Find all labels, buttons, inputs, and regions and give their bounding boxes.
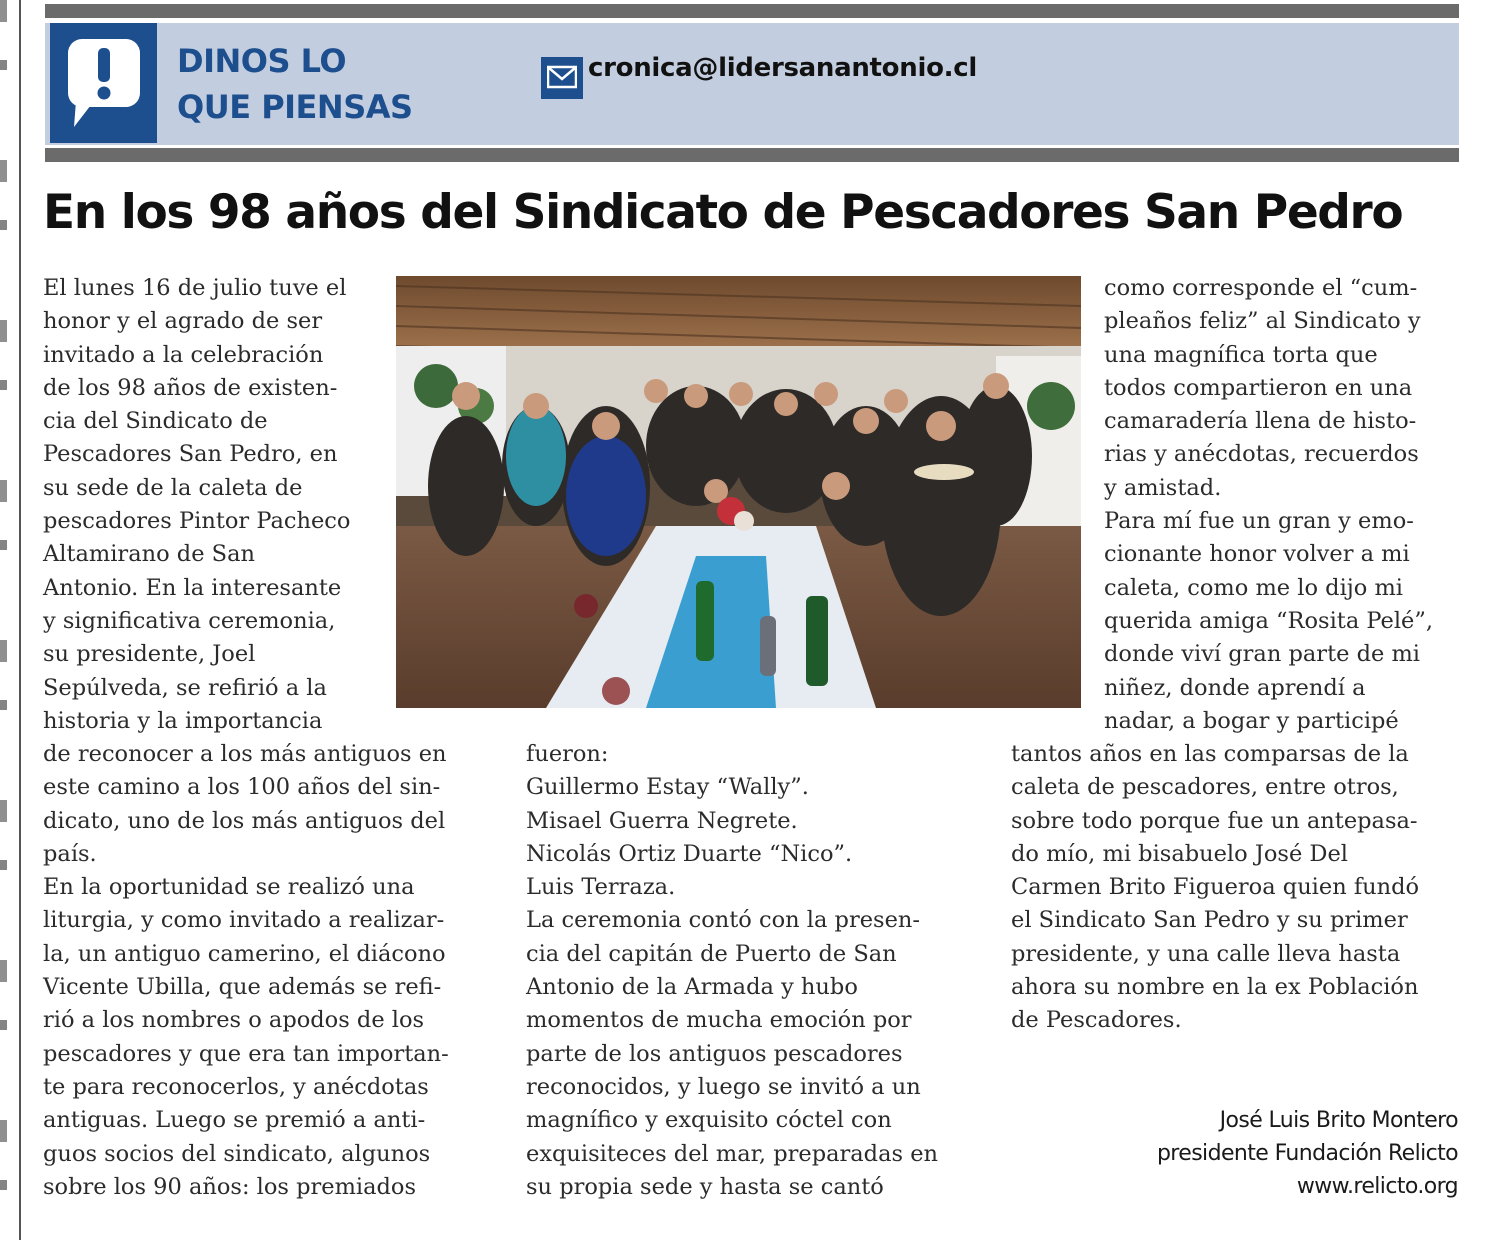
article-line: ahora su nombre en la ex Población <box>1011 974 1419 1001</box>
article-line: querida amiga “Rosita Pelé”, <box>1104 607 1433 634</box>
article-line: liturgia, y como invitado a realizar- <box>43 907 445 934</box>
article-line: antiguas. Luego se premió a anti- <box>43 1107 426 1134</box>
article-line: Sepúlveda, se refirió a la <box>43 674 327 701</box>
article-line: dicato, uno de los más antiguos del <box>43 807 446 834</box>
article-line: sobre los 90 años: los premiados <box>43 1173 417 1200</box>
article-column-1-bottom <box>43 738 449 1204</box>
article-line: magnífico y exquisito cóctel con <box>526 1107 892 1134</box>
adjacent-page-edge <box>0 0 7 1240</box>
article-line: rias y anécdotas, recuerdos <box>1104 441 1419 468</box>
article-column-2 <box>526 738 938 1204</box>
article-line: pleaños feliz” al Sindicato y <box>1104 308 1421 335</box>
signature-name: José Luis Brito Montero <box>1219 1108 1458 1133</box>
article-line: Guillermo Estay “Wally”. <box>526 774 809 801</box>
article-line: pescadores Pintor Pacheco <box>43 508 351 535</box>
article-column-3-top <box>1104 272 1433 738</box>
article-line: fueron: <box>526 741 609 767</box>
article-line: presidente, y una calle lleva hasta <box>1011 940 1401 967</box>
article-line: reconocidos, y luego se invitó a un <box>526 1073 921 1100</box>
article-line: Antonio de la Armada y hubo <box>526 974 858 1001</box>
article-line: Antonio. En la interesante <box>43 574 342 601</box>
article-line: su presidente, Joel <box>43 641 256 668</box>
envelope-icon <box>541 57 583 99</box>
article-line: parte de los antiguos pescadores <box>526 1040 903 1067</box>
article-line: invitado a la celebración <box>43 341 324 368</box>
article-column-3-bottom <box>1011 738 1419 1038</box>
article-line: cia del Sindicato de <box>43 408 268 435</box>
article-line: rió a los nombres o apodos de los <box>43 1007 425 1034</box>
article-line: donde viví gran parte de mi <box>1104 641 1420 668</box>
article-line: te para reconocerlos, y anécdotas <box>43 1073 429 1100</box>
article-line: la, un antiguo camerino, el diácono <box>43 940 446 967</box>
signature-role: presidente Fundación Relicto <box>1156 1141 1458 1166</box>
article-line: nadar, a bogar y participé <box>1104 707 1399 734</box>
article-line: su sede de la caleta de <box>43 474 303 501</box>
article-line: una magnífica torta que <box>1104 341 1378 368</box>
article-line: cia del capitán de Puerto de San <box>526 940 897 967</box>
signature <box>1157 1104 1458 1203</box>
article-line: cionante honor volver a mi <box>1104 541 1410 568</box>
article-line: país. <box>43 840 97 867</box>
article-line: y amistad. <box>1104 474 1222 501</box>
article-line: tantos años en las comparsas de la <box>1011 741 1409 767</box>
article-line: este camino a los 100 años del sin- <box>43 774 441 801</box>
article-headline: En los 98 años del Sindicato de Pescadores San Pedro <box>43 185 1403 240</box>
article-line: niñez, donde aprendí a <box>1104 674 1366 701</box>
article-line: sobre todo porque fue un antepasa- <box>1011 807 1418 834</box>
header-bottom-bar <box>45 148 1459 162</box>
article-line: Para mí fue un gran y emo- <box>1104 508 1414 535</box>
section-title-line2: QUE PIENSAS <box>177 88 413 126</box>
article-line: camaradería llena de histo- <box>1104 408 1417 435</box>
article-line: do mío, mi bisabuelo José Del <box>1011 840 1348 867</box>
article-line: de Pescadores. <box>1011 1007 1182 1034</box>
article-line: pescadores y que era tan importan- <box>43 1040 449 1067</box>
article-line: Carmen Brito Figueroa quien fundó <box>1011 874 1420 901</box>
article-line: y significativa ceremonia, <box>43 607 336 634</box>
article-line: su propia sede y hasta se cantó <box>526 1173 884 1200</box>
signature-website[interactable]: www.relicto.org <box>1296 1174 1458 1199</box>
article-line: como corresponde el “cum- <box>1104 275 1418 301</box>
article-line: momentos de mucha emoción por <box>526 1007 912 1034</box>
section-title <box>177 38 437 130</box>
article-line: Nicolás Ortiz Duarte “Nico”. <box>526 840 853 867</box>
article-line: de los 98 años de existen- <box>43 374 338 401</box>
article-line: Altamirano de San <box>43 541 255 568</box>
article-line: historia y la importancia <box>43 707 323 734</box>
article-line: todos compartieron en una <box>1104 374 1413 401</box>
article-line: guos socios del sindicato, algunos <box>43 1140 431 1167</box>
article-line: el Sindicato San Pedro y su primer <box>1011 907 1408 934</box>
section-title-line1: DINOS LO <box>177 42 347 80</box>
article-line: Vicente Ubilla, que además se refi- <box>43 974 442 1001</box>
column-divider <box>19 0 21 1240</box>
contact-email[interactable]: cronica@lidersanantonio.cl <box>588 53 977 83</box>
article-line: En la oportunidad se realizó una <box>43 874 415 901</box>
article-line: El lunes 16 de julio tuve el <box>43 275 347 301</box>
article-line: Pescadores San Pedro, en <box>43 441 338 468</box>
article-line: Misael Guerra Negrete. <box>526 807 798 834</box>
group-photo <box>396 276 1081 708</box>
article-line: exquisiteces del mar, preparadas en <box>526 1140 938 1167</box>
article-line: La ceremonia contó con la presen- <box>526 907 920 934</box>
article-line: caleta, como me lo dijo mi <box>1104 574 1403 601</box>
article-column-1-top <box>43 272 350 738</box>
article-line: de reconocer a los más antiguos en <box>43 741 447 767</box>
header-top-bar <box>45 4 1459 18</box>
exclamation-speech-bubble-icon <box>50 23 157 143</box>
article-line: caleta de pescadores, entre otros, <box>1011 774 1399 801</box>
article-line: honor y el agrado de ser <box>43 308 323 335</box>
article-line: Luis Terraza. <box>526 874 676 901</box>
